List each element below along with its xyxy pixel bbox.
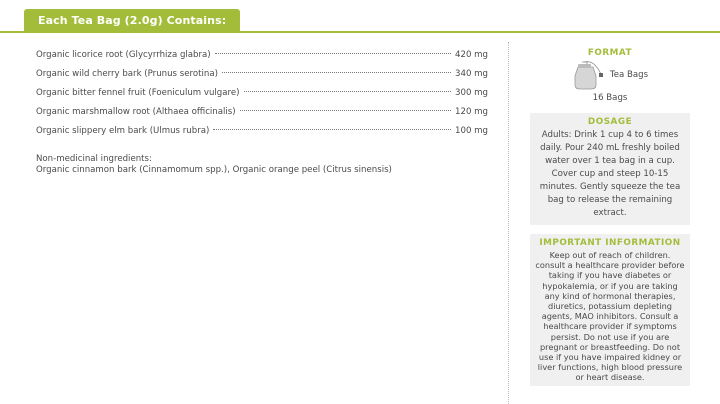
ingredient-amount: 340 mg — [455, 69, 488, 79]
ingredient-row — [36, 46, 488, 65]
dot-leader — [222, 71, 451, 73]
ingredient-amount: 300 mg — [455, 88, 488, 98]
ingredient-amount: 100 mg — [455, 126, 488, 136]
format-row — [530, 61, 690, 89]
dosage-box — [530, 113, 690, 225]
non-medicinal-title: Non-medicinal ingredients: — [36, 154, 152, 164]
dosage-heading: DOSAGE — [587, 117, 633, 127]
dot-leader — [213, 128, 451, 130]
important-text: Keep out of reach of children. consult a healthcare provider before taking if you have diabetes or hypokalemia, or if you are taking any kind of hormonal therapies, diuretics, potassium depleting agents, MAO inhibitors. Consult a healthcare provider if symptoms persist. Do not use if you are pregnant or breastfeeding. Do not use if you have impaired kidney or liver functions, high blood pressure or heart disease. — [535, 250, 685, 383]
ingredients-panel — [36, 46, 488, 176]
ingredient-row — [36, 122, 488, 141]
format-heading: FORMAT — [587, 48, 633, 58]
important-heading: IMPORTANT INFORMATION — [539, 238, 681, 248]
dot-leader — [240, 109, 451, 111]
ingredient-name: Organic bitter fennel fruit (Foeniculum vulgare) — [36, 88, 240, 98]
ingredient-name: Organic slippery elm bark (Ulmus rubra) — [36, 126, 210, 136]
ingredient-row — [36, 65, 488, 84]
ingredient-amount: 120 mg — [455, 107, 488, 117]
non-medicinal-ingredients — [36, 154, 488, 176]
ingredient-row — [36, 84, 488, 103]
dosage-text: Adults: Drink 1 cup 4 to 6 times daily. Pour 240 mL freshly boiled water over 1 tea bag in a cup. Cover cup and steep 10-15 minutes. Gently squeeze the tea bag to release the remaining extract. — [539, 130, 681, 218]
dot-leader — [215, 52, 451, 54]
tab-bar — [0, 0, 720, 33]
non-medicinal-text: Organic cinnamon bark (Cinnamomum spp.), Organic orange peel (Citrus sinensis) — [36, 165, 392, 175]
ingredient-name: Organic wild cherry bark (Prunus serotina) — [36, 69, 218, 79]
tab-contents[interactable]: Each Tea Bag (2.0g) Contains: — [24, 9, 240, 33]
format-label: Tea Bags — [609, 70, 649, 80]
format-count: 16 Bags — [592, 93, 628, 103]
column-divider — [508, 42, 509, 404]
ingredient-name: Organic licorice root (Glycyrrhiza glabra) — [36, 50, 211, 60]
info-sidebar — [530, 48, 690, 386]
tea-bag-icon — [572, 60, 606, 90]
ingredient-name: Organic marshmallow root (Althaea officinalis) — [36, 107, 236, 117]
ingredient-row — [36, 103, 488, 122]
dot-leader — [244, 90, 452, 92]
important-info-box — [530, 234, 690, 386]
ingredient-amount: 420 mg — [455, 50, 488, 60]
